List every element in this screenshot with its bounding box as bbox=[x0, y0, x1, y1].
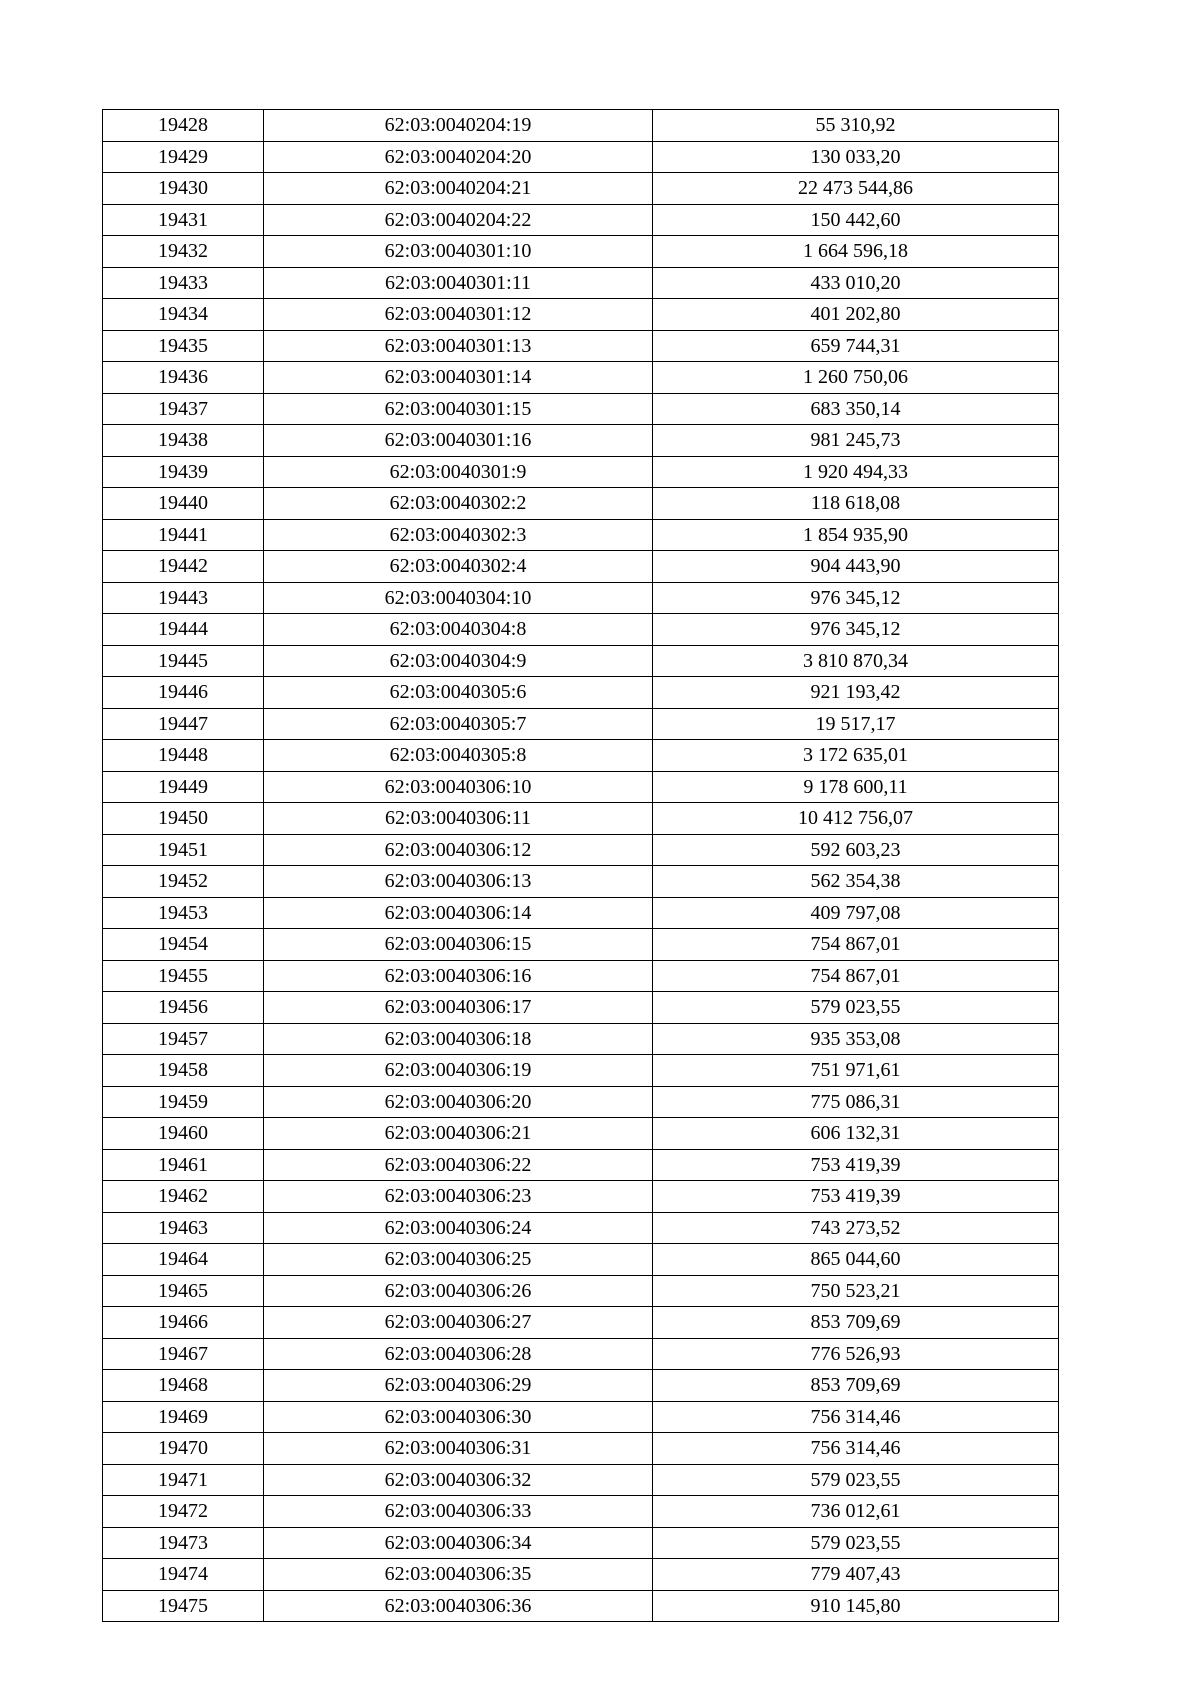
cadastral-value-cell: 976 345,12 bbox=[653, 582, 1059, 614]
cadastral-number-cell: 62:03:0040301:16 bbox=[264, 425, 653, 457]
table-row bbox=[103, 1307, 1059, 1339]
table-row bbox=[103, 519, 1059, 551]
row-number-cell: 19446 bbox=[103, 677, 264, 709]
cadastral-value-cell: 756 314,46 bbox=[653, 1401, 1059, 1433]
cadastral-value-cell: 853 709,69 bbox=[653, 1307, 1059, 1339]
cadastral-number-cell: 62:03:0040306:21 bbox=[264, 1118, 653, 1150]
row-number-cell: 19454 bbox=[103, 929, 264, 961]
table-row bbox=[103, 960, 1059, 992]
cadastral-value-cell: 22 473 544,86 bbox=[653, 173, 1059, 205]
row-number-cell: 19449 bbox=[103, 771, 264, 803]
row-number-cell: 19436 bbox=[103, 362, 264, 394]
table-row bbox=[103, 1055, 1059, 1087]
table-row bbox=[103, 330, 1059, 362]
row-number-cell: 19438 bbox=[103, 425, 264, 457]
cadastral-number-cell: 62:03:0040306:25 bbox=[264, 1244, 653, 1276]
cadastral-value-cell: 401 202,80 bbox=[653, 299, 1059, 331]
row-number-cell: 19460 bbox=[103, 1118, 264, 1150]
cadastral-value-cell: 433 010,20 bbox=[653, 267, 1059, 299]
table-row bbox=[103, 1181, 1059, 1213]
row-number-cell: 19441 bbox=[103, 519, 264, 551]
cadastral-value-cell: 150 442,60 bbox=[653, 204, 1059, 236]
cadastral-number-cell: 62:03:0040306:31 bbox=[264, 1433, 653, 1465]
cadastral-number-cell: 62:03:0040301:10 bbox=[264, 236, 653, 268]
row-number-cell: 19465 bbox=[103, 1275, 264, 1307]
cadastral-number-cell: 62:03:0040306:11 bbox=[264, 803, 653, 835]
row-number-cell: 19437 bbox=[103, 393, 264, 425]
cadastral-value-cell: 562 354,38 bbox=[653, 866, 1059, 898]
cadastral-value-cell: 409 797,08 bbox=[653, 897, 1059, 929]
cadastral-number-cell: 62:03:0040302:2 bbox=[264, 488, 653, 520]
table-row bbox=[103, 771, 1059, 803]
row-number-cell: 19447 bbox=[103, 708, 264, 740]
table-row bbox=[103, 1244, 1059, 1276]
table-row bbox=[103, 1590, 1059, 1622]
row-number-cell: 19457 bbox=[103, 1023, 264, 1055]
cadastral-value-cell: 736 012,61 bbox=[653, 1496, 1059, 1528]
cadastral-number-cell: 62:03:0040306:34 bbox=[264, 1527, 653, 1559]
row-number-cell: 19474 bbox=[103, 1559, 264, 1591]
table-row bbox=[103, 708, 1059, 740]
row-number-cell: 19456 bbox=[103, 992, 264, 1024]
cadastral-number-cell: 62:03:0040306:17 bbox=[264, 992, 653, 1024]
cadastral-number-cell: 62:03:0040302:4 bbox=[264, 551, 653, 583]
table-row bbox=[103, 1275, 1059, 1307]
row-number-cell: 19434 bbox=[103, 299, 264, 331]
cadastral-value-cell: 756 314,46 bbox=[653, 1433, 1059, 1465]
cadastral-number-cell: 62:03:0040306:14 bbox=[264, 897, 653, 929]
cadastral-value-cell: 579 023,55 bbox=[653, 1464, 1059, 1496]
table-row bbox=[103, 614, 1059, 646]
cadastral-number-cell: 62:03:0040304:9 bbox=[264, 645, 653, 677]
row-number-cell: 19430 bbox=[103, 173, 264, 205]
row-number-cell: 19439 bbox=[103, 456, 264, 488]
table-row bbox=[103, 362, 1059, 394]
cadastral-number-cell: 62:03:0040305:6 bbox=[264, 677, 653, 709]
table-row bbox=[103, 677, 1059, 709]
table-row bbox=[103, 803, 1059, 835]
table-body bbox=[103, 110, 1059, 1622]
cadastral-value-cell: 1 920 494,33 bbox=[653, 456, 1059, 488]
row-number-cell: 19453 bbox=[103, 897, 264, 929]
cadastral-value-cell: 659 744,31 bbox=[653, 330, 1059, 362]
table-row bbox=[103, 1401, 1059, 1433]
table-row bbox=[103, 1023, 1059, 1055]
cadastral-number-cell: 62:03:0040306:32 bbox=[264, 1464, 653, 1496]
cadastral-number-cell: 62:03:0040204:19 bbox=[264, 110, 653, 142]
table-row bbox=[103, 1338, 1059, 1370]
row-number-cell: 19458 bbox=[103, 1055, 264, 1087]
row-number-cell: 19432 bbox=[103, 236, 264, 268]
row-number-cell: 19473 bbox=[103, 1527, 264, 1559]
row-number-cell: 19469 bbox=[103, 1401, 264, 1433]
cadastral-number-cell: 62:03:0040305:7 bbox=[264, 708, 653, 740]
cadastral-number-cell: 62:03:0040301:13 bbox=[264, 330, 653, 362]
cadastral-value-cell: 3 810 870,34 bbox=[653, 645, 1059, 677]
row-number-cell: 19431 bbox=[103, 204, 264, 236]
table-row bbox=[103, 141, 1059, 173]
table-row bbox=[103, 1118, 1059, 1150]
row-number-cell: 19435 bbox=[103, 330, 264, 362]
cadastral-number-cell: 62:03:0040302:3 bbox=[264, 519, 653, 551]
cadastral-value-cell: 754 867,01 bbox=[653, 960, 1059, 992]
row-number-cell: 19463 bbox=[103, 1212, 264, 1244]
row-number-cell: 19470 bbox=[103, 1433, 264, 1465]
cadastral-number-cell: 62:03:0040204:22 bbox=[264, 204, 653, 236]
table-row bbox=[103, 488, 1059, 520]
table-row bbox=[103, 1559, 1059, 1591]
row-number-cell: 19472 bbox=[103, 1496, 264, 1528]
cadastral-value-cell: 118 618,08 bbox=[653, 488, 1059, 520]
table-row bbox=[103, 866, 1059, 898]
table-row bbox=[103, 299, 1059, 331]
cadastral-number-cell: 62:03:0040306:30 bbox=[264, 1401, 653, 1433]
table-row bbox=[103, 1496, 1059, 1528]
table-row bbox=[103, 1370, 1059, 1402]
table-row bbox=[103, 1527, 1059, 1559]
cadastral-value-cell: 750 523,21 bbox=[653, 1275, 1059, 1307]
table-row bbox=[103, 456, 1059, 488]
cadastral-number-cell: 62:03:0040306:27 bbox=[264, 1307, 653, 1339]
table-row bbox=[103, 551, 1059, 583]
cadastral-number-cell: 62:03:0040306:28 bbox=[264, 1338, 653, 1370]
cadastral-value-cell: 579 023,55 bbox=[653, 1527, 1059, 1559]
row-number-cell: 19433 bbox=[103, 267, 264, 299]
cadastral-number-cell: 62:03:0040304:10 bbox=[264, 582, 653, 614]
cadastral-number-cell: 62:03:0040301:12 bbox=[264, 299, 653, 331]
cadastral-value-cell: 592 603,23 bbox=[653, 834, 1059, 866]
row-number-cell: 19467 bbox=[103, 1338, 264, 1370]
cadastral-number-cell: 62:03:0040306:35 bbox=[264, 1559, 653, 1591]
cadastral-value-cell: 9 178 600,11 bbox=[653, 771, 1059, 803]
table-row bbox=[103, 425, 1059, 457]
cadastral-value-cell: 1 664 596,18 bbox=[653, 236, 1059, 268]
table-row bbox=[103, 992, 1059, 1024]
row-number-cell: 19462 bbox=[103, 1181, 264, 1213]
row-number-cell: 19451 bbox=[103, 834, 264, 866]
cadastral-value-cell: 776 526,93 bbox=[653, 1338, 1059, 1370]
table-row bbox=[103, 929, 1059, 961]
cadastral-value-cell: 904 443,90 bbox=[653, 551, 1059, 583]
row-number-cell: 19468 bbox=[103, 1370, 264, 1402]
cadastral-number-cell: 62:03:0040301:11 bbox=[264, 267, 653, 299]
cadastral-number-cell: 62:03:0040306:29 bbox=[264, 1370, 653, 1402]
table-row bbox=[103, 1433, 1059, 1465]
cadastral-value-cell: 935 353,08 bbox=[653, 1023, 1059, 1055]
cadastral-number-cell: 62:03:0040306:24 bbox=[264, 1212, 653, 1244]
table-row bbox=[103, 204, 1059, 236]
cadastral-value-cell: 55 310,92 bbox=[653, 110, 1059, 142]
row-number-cell: 19442 bbox=[103, 551, 264, 583]
cadastral-number-cell: 62:03:0040204:20 bbox=[264, 141, 653, 173]
cadastral-value-cell: 753 419,39 bbox=[653, 1181, 1059, 1213]
row-number-cell: 19452 bbox=[103, 866, 264, 898]
table-row bbox=[103, 267, 1059, 299]
cadastral-value-cell: 1 854 935,90 bbox=[653, 519, 1059, 551]
cadastral-value-table bbox=[102, 109, 1059, 1622]
cadastral-number-cell: 62:03:0040306:36 bbox=[264, 1590, 653, 1622]
table-row bbox=[103, 834, 1059, 866]
table-row bbox=[103, 582, 1059, 614]
row-number-cell: 19475 bbox=[103, 1590, 264, 1622]
cadastral-value-cell: 10 412 756,07 bbox=[653, 803, 1059, 835]
cadastral-value-cell: 606 132,31 bbox=[653, 1118, 1059, 1150]
table-row bbox=[103, 1149, 1059, 1181]
cadastral-number-cell: 62:03:0040306:18 bbox=[264, 1023, 653, 1055]
row-number-cell: 19455 bbox=[103, 960, 264, 992]
table-row bbox=[103, 897, 1059, 929]
cadastral-number-cell: 62:03:0040306:15 bbox=[264, 929, 653, 961]
cadastral-value-cell: 130 033,20 bbox=[653, 141, 1059, 173]
cadastral-number-cell: 62:03:0040301:9 bbox=[264, 456, 653, 488]
table-row bbox=[103, 1212, 1059, 1244]
cadastral-value-cell: 579 023,55 bbox=[653, 992, 1059, 1024]
cadastral-value-cell: 981 245,73 bbox=[653, 425, 1059, 457]
row-number-cell: 19429 bbox=[103, 141, 264, 173]
row-number-cell: 19466 bbox=[103, 1307, 264, 1339]
table-row bbox=[103, 740, 1059, 772]
cadastral-value-cell: 853 709,69 bbox=[653, 1370, 1059, 1402]
table-row bbox=[103, 1464, 1059, 1496]
row-number-cell: 19450 bbox=[103, 803, 264, 835]
cadastral-number-cell: 62:03:0040306:33 bbox=[264, 1496, 653, 1528]
cadastral-value-cell: 976 345,12 bbox=[653, 614, 1059, 646]
cadastral-number-cell: 62:03:0040306:19 bbox=[264, 1055, 653, 1087]
cadastral-value-cell: 753 419,39 bbox=[653, 1149, 1059, 1181]
cadastral-number-cell: 62:03:0040305:8 bbox=[264, 740, 653, 772]
cadastral-number-cell: 62:03:0040306:16 bbox=[264, 960, 653, 992]
cadastral-number-cell: 62:03:0040301:14 bbox=[264, 362, 653, 394]
cadastral-number-cell: 62:03:0040306:22 bbox=[264, 1149, 653, 1181]
cadastral-value-cell: 754 867,01 bbox=[653, 929, 1059, 961]
cadastral-value-cell: 1 260 750,06 bbox=[653, 362, 1059, 394]
cadastral-number-cell: 62:03:0040306:26 bbox=[264, 1275, 653, 1307]
table-row bbox=[103, 645, 1059, 677]
cadastral-number-cell: 62:03:0040306:23 bbox=[264, 1181, 653, 1213]
table-row bbox=[103, 173, 1059, 205]
row-number-cell: 19445 bbox=[103, 645, 264, 677]
cadastral-value-cell: 779 407,43 bbox=[653, 1559, 1059, 1591]
cadastral-number-cell: 62:03:0040301:15 bbox=[264, 393, 653, 425]
cadastral-value-cell: 910 145,80 bbox=[653, 1590, 1059, 1622]
row-number-cell: 19464 bbox=[103, 1244, 264, 1276]
cadastral-number-cell: 62:03:0040204:21 bbox=[264, 173, 653, 205]
cadastral-value-cell: 3 172 635,01 bbox=[653, 740, 1059, 772]
cadastral-number-cell: 62:03:0040306:13 bbox=[264, 866, 653, 898]
cadastral-value-cell: 751 971,61 bbox=[653, 1055, 1059, 1087]
row-number-cell: 19471 bbox=[103, 1464, 264, 1496]
cadastral-value-cell: 775 086,31 bbox=[653, 1086, 1059, 1118]
cadastral-value-cell: 683 350,14 bbox=[653, 393, 1059, 425]
cadastral-value-cell: 865 044,60 bbox=[653, 1244, 1059, 1276]
table-row bbox=[103, 110, 1059, 142]
cadastral-value-cell: 921 193,42 bbox=[653, 677, 1059, 709]
cadastral-number-cell: 62:03:0040306:20 bbox=[264, 1086, 653, 1118]
row-number-cell: 19461 bbox=[103, 1149, 264, 1181]
cadastral-number-cell: 62:03:0040306:12 bbox=[264, 834, 653, 866]
cadastral-number-cell: 62:03:0040306:10 bbox=[264, 771, 653, 803]
table-row bbox=[103, 1086, 1059, 1118]
row-number-cell: 19444 bbox=[103, 614, 264, 646]
table-row bbox=[103, 393, 1059, 425]
row-number-cell: 19448 bbox=[103, 740, 264, 772]
cadastral-number-cell: 62:03:0040304:8 bbox=[264, 614, 653, 646]
row-number-cell: 19459 bbox=[103, 1086, 264, 1118]
row-number-cell: 19428 bbox=[103, 110, 264, 142]
row-number-cell: 19440 bbox=[103, 488, 264, 520]
cadastral-value-cell: 743 273,52 bbox=[653, 1212, 1059, 1244]
cadastral-value-cell: 19 517,17 bbox=[653, 708, 1059, 740]
table-row bbox=[103, 236, 1059, 268]
row-number-cell: 19443 bbox=[103, 582, 264, 614]
